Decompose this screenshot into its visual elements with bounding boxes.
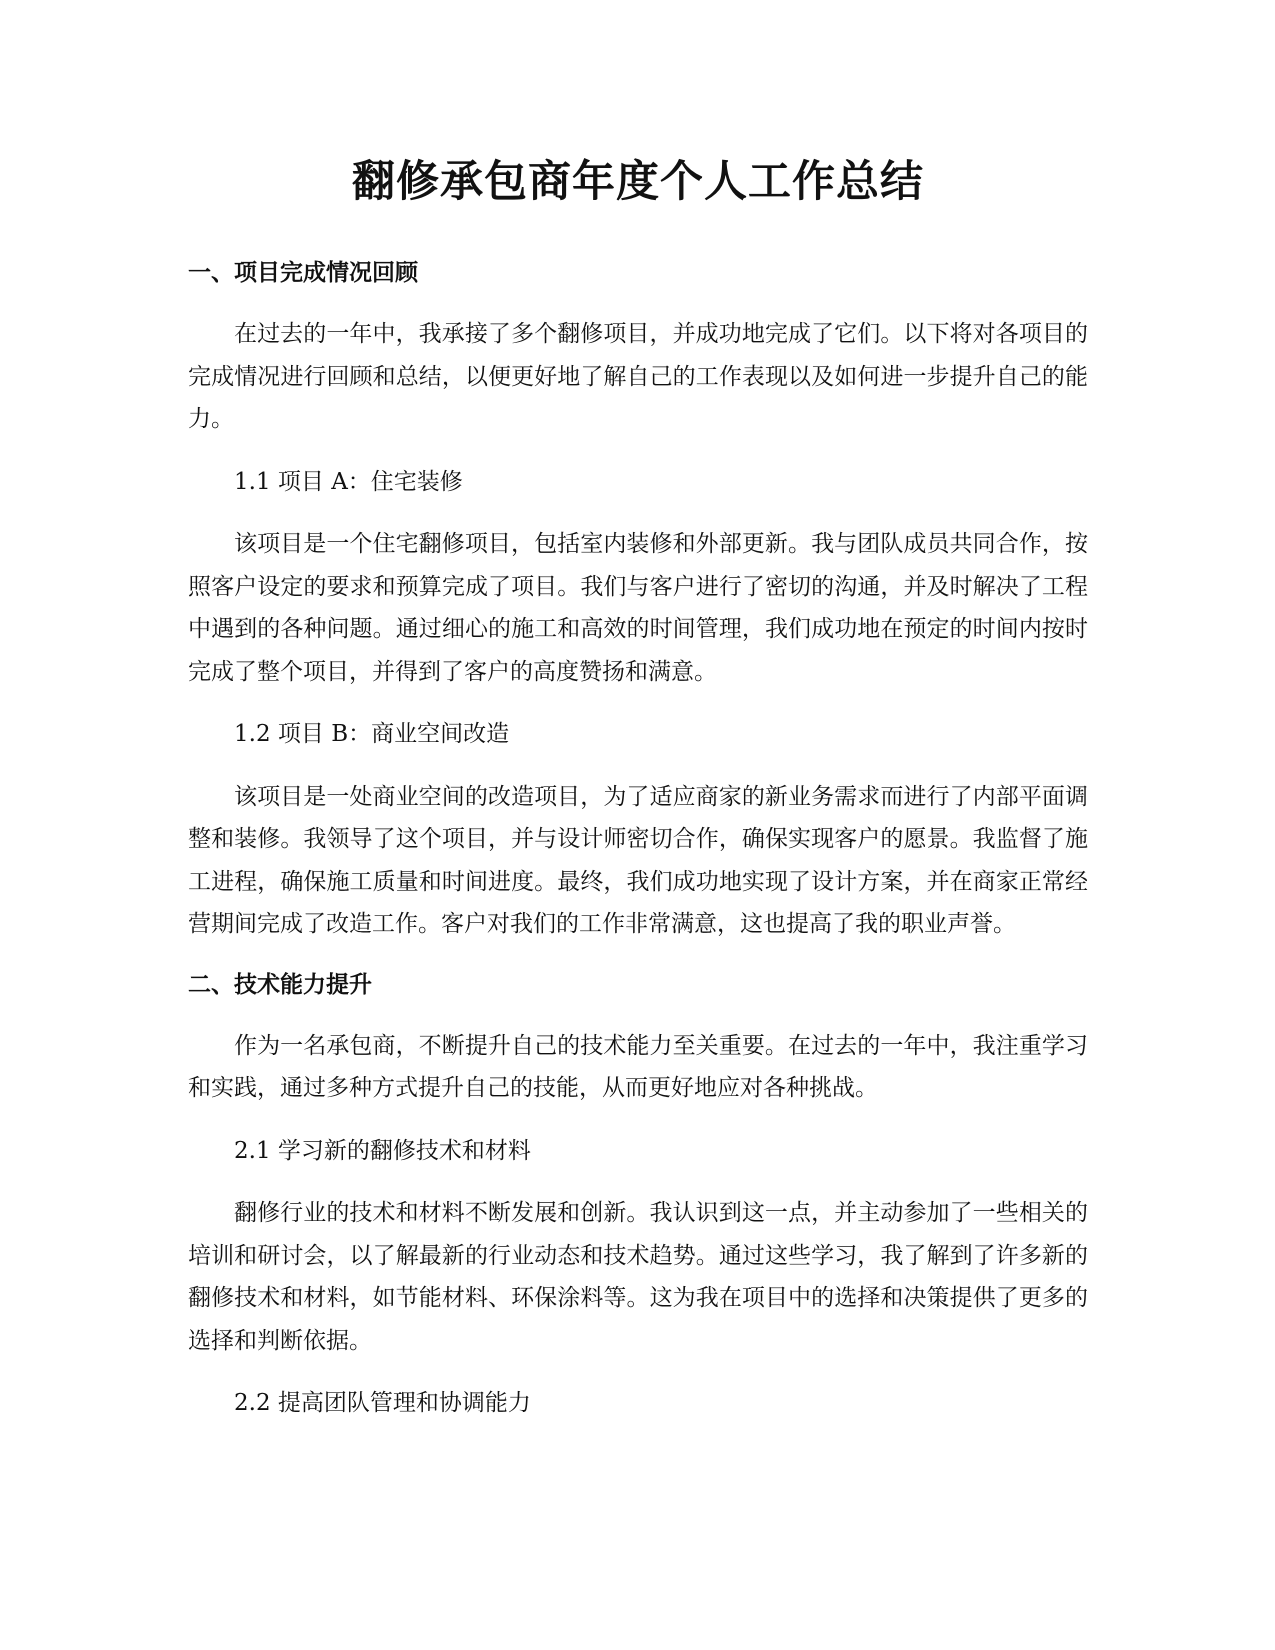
document-title: 翻修承包商年度个人工作总结 bbox=[352, 157, 924, 207]
subsection-body-1-2: 该项目是一处商业空间的改造项目，为了适应商家的新业务需求而进行了内部平面调整和装修。我领导了这个项目，并与设计师密切合作，确保实现客户的愿景。我监督了施工进程，确保施工质量和时间进度。最终，我们成功地实现了设计方案，并在商家正常经营期间完成了改造工作。客户对我们的工作非常满意，这也提高了我的职业声誉。 bbox=[188, 783, 1088, 937]
section-2-intro: 作为一名承包商，不断提升自己的技术能力至关重要。在过去的一年中，我注重学习和实践，通过多种方式提升自己的技能，从而更好地应对各种挑战。 bbox=[188, 1032, 1088, 1101]
section-heading-1: 一、项目完成情况回顾 bbox=[188, 260, 418, 286]
section-heading-2: 二、技术能力提升 bbox=[188, 971, 372, 998]
subsection-heading-2-2: 2.2 提高团队管理和协调能力 bbox=[234, 1390, 531, 1416]
section-1-intro: 在过去的一年中，我承接了多个翻修项目，并成功地完成了它们。以下将对各项目的完成情况进行回顾和总结，以便更好地了解自己的工作表现以及如何进一步提升自己的能力。 bbox=[188, 321, 1088, 432]
subsection-heading-1-2: 1.2 项目 B：商业空间改造 bbox=[234, 721, 510, 747]
subsection-heading-1-1: 1.1 项目 A：住宅装修 bbox=[234, 468, 463, 495]
subsection-heading-2-1: 2.1 学习新的翻修技术和材料 bbox=[234, 1137, 531, 1164]
subsection-body-1-1: 该项目是一个住宅翻修项目，包括室内装修和外部更新。我与团队成员共同合作，按照客户设定的要求和预算完成了项目。我们与客户进行了密切的沟通，并及时解决了工程中遇到的各种问题。通过细心的施工和高效的时间管理，我们成功地在预定的时间内按时完成了整个项目，并得到了客户的高度赞扬和满意。 bbox=[188, 531, 1088, 685]
subsection-body-2-1: 翻修行业的技术和材料不断发展和创新。我认识到这一点，并主动参加了一些相关的培训和研讨会，以了解最新的行业动态和技术趋势。通过这些学习，我了解到了许多新的翻修技术和材料，如节能材料、环保涂料等。这为我在项目中的选择和决策提供了更多的选择和判断依据。 bbox=[188, 1200, 1088, 1354]
document-page bbox=[188, 140, 1088, 1425]
